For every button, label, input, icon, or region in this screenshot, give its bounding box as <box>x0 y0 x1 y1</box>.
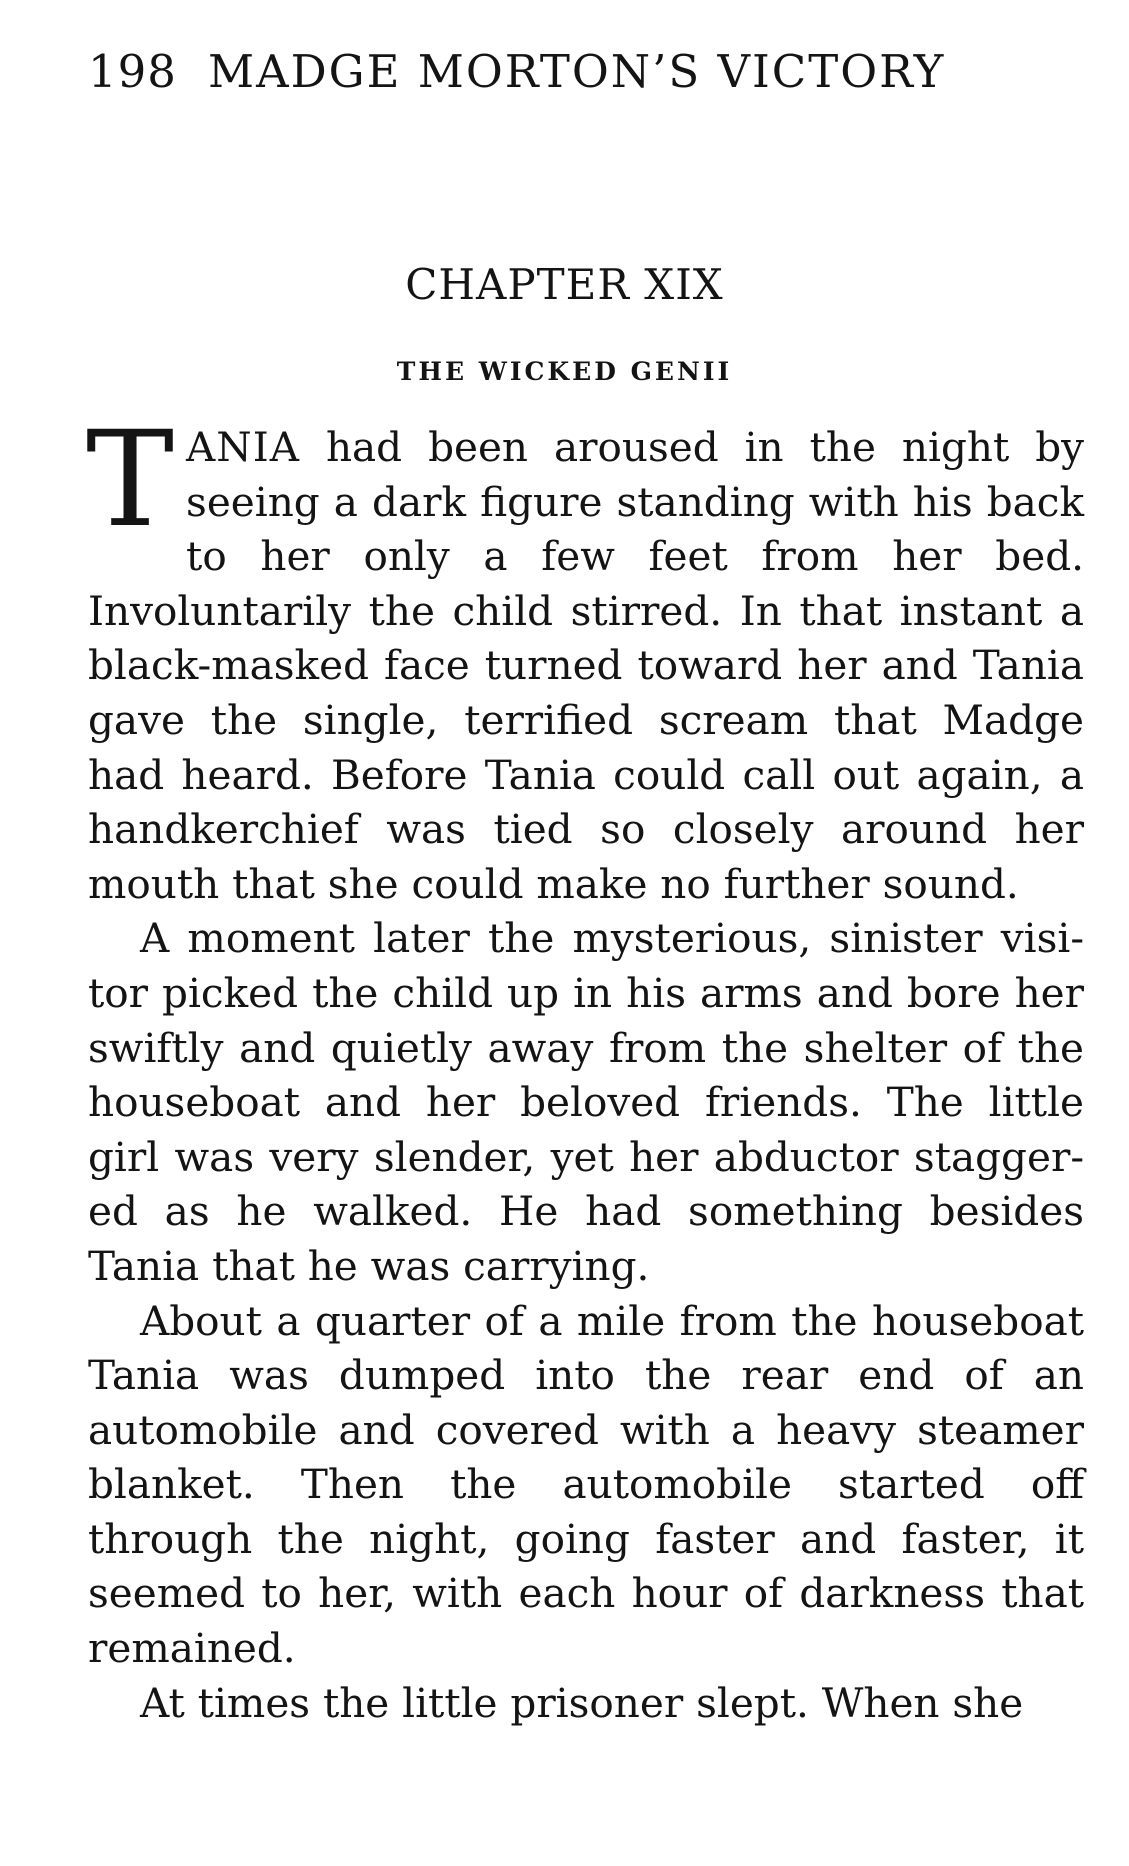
running-head <box>88 40 968 104</box>
body-text <box>86 403 1084 1730</box>
drop-cap-lead-word: ANIA <box>186 423 300 471</box>
paragraph-1-text: had been aroused in the night by seeing a dark figure standing with his back to her only a few feet from her bed. Involuntarily the child stirred. In that instant a black-masked face turned toward her and Tania gave the single, terrified scream that Madge had heard. Before Tania could call out again, a handkerchief was tied so closely around her mouth that she could make no further sound. <box>88 423 1084 908</box>
paragraph-4: At times the little prisoner slept. When she <box>140 1678 1024 1727</box>
chapter-title: CHAPTER XIX <box>405 260 724 309</box>
drop-cap: T <box>86 403 175 557</box>
paragraph-2: A moment later the mysterious, sinister visitor picked the child up in his arms and bore her swiftly and quietly away from the shelter of the houseboat and her beloved friends. The little girl was very slender, yet her abductor staggered as he walked. He had something besides Tania that he was carrying. <box>88 914 1084 1290</box>
page-number: 198 <box>88 45 177 98</box>
running-title: MADGE MORTON’S VICTORY <box>208 45 946 98</box>
paragraph-1 <box>86 403 1084 911</box>
chapter-subtitle: THE WICKED GENII <box>396 357 733 386</box>
paragraph-3: About a quarter of a mile from the houseboat Tania was dumped into the rear end of an automobile and covered with a heavy steamer blanket. Then the automobile started off through the night, going faster and faster, it seemed to her, with each hour of darkness that remained. <box>88 1296 1084 1673</box>
